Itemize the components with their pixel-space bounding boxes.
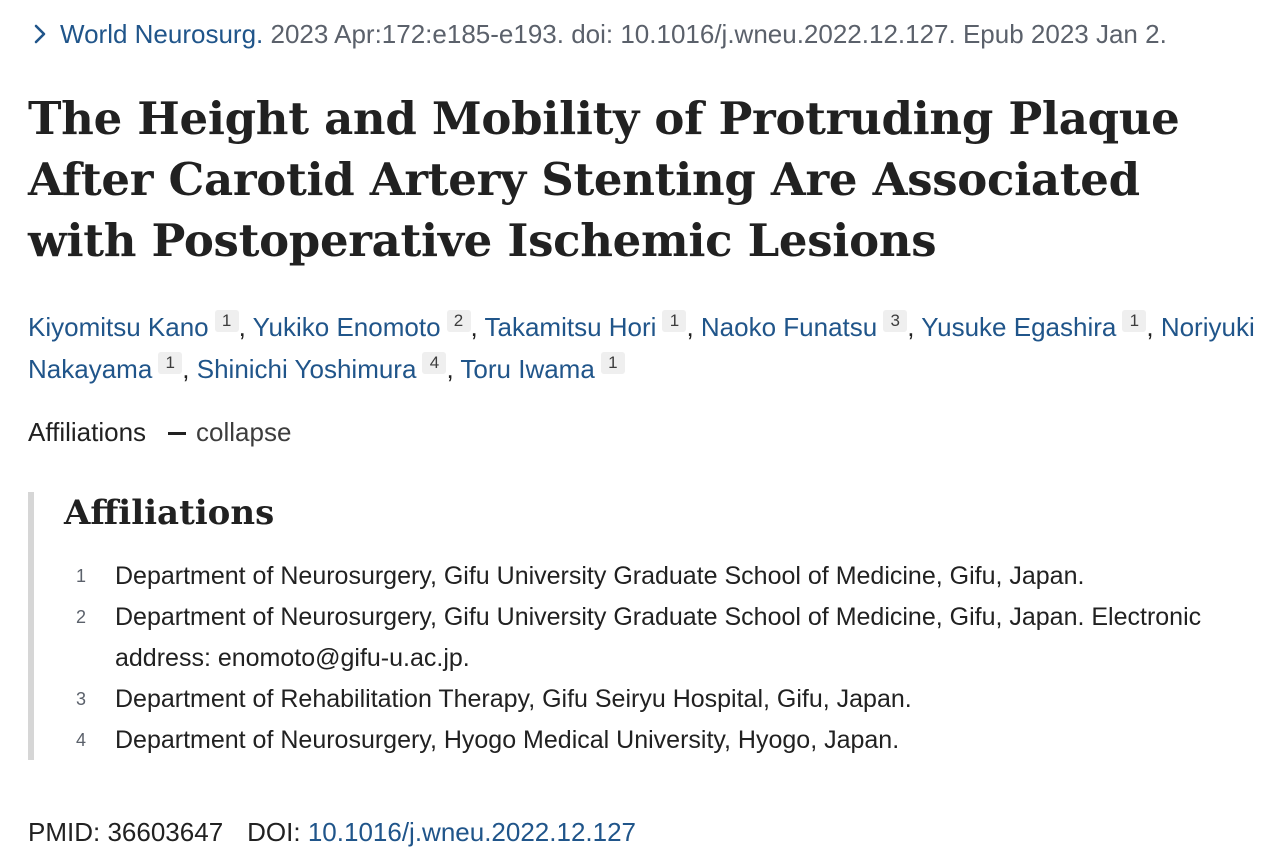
affiliations-list <box>72 556 1252 761</box>
affiliation-item <box>72 720 1252 761</box>
identifiers <box>28 812 636 852</box>
author-separator: , <box>686 312 701 342</box>
author-name-link[interactable]: Takamitsu Hori <box>484 312 657 342</box>
author <box>921 312 1161 342</box>
author-name-link[interactable]: Yusuke Egashira <box>921 312 1117 342</box>
affiliation-marker[interactable]: 3 <box>883 310 907 332</box>
affiliations-heading: Affiliations <box>64 493 275 533</box>
affiliation-marker[interactable]: 1 <box>1122 310 1146 332</box>
author-separator: , <box>907 312 922 342</box>
author-separator: , <box>446 354 461 384</box>
chevron-right-icon[interactable] <box>28 18 52 44</box>
journal-link[interactable]: World Neurosurg. <box>60 19 264 49</box>
citation-details: 2023 Apr:172:e185-e193. doi: 10.1016/j.wneu.2022.12.127. Epub 2023 Jan 2. <box>263 19 1167 49</box>
author-separator: , <box>238 312 253 342</box>
pmid-label: PMID: <box>28 817 101 847</box>
minus-icon <box>168 432 186 435</box>
author <box>701 312 921 342</box>
author-name-link[interactable]: Toru Iwama <box>460 354 595 384</box>
author-name-link[interactable]: Noriyuki Nakayama <box>28 312 1255 384</box>
affiliation-number: 3 <box>76 689 87 709</box>
author-name-link[interactable]: Yukiko Enomoto <box>252 312 441 342</box>
affiliation-item <box>72 597 1252 679</box>
affiliation-item <box>72 556 1252 597</box>
affiliation-number: 4 <box>76 730 87 750</box>
affiliation-text: Department of Neurosurgery, Gifu University Graduate School of Medicine, Gifu, Japan. Electronic address: enomoto@gifu-u.ac.jp. <box>115 603 1202 672</box>
affiliations-toggle[interactable] <box>28 412 291 452</box>
collapse-button[interactable]: collapse <box>196 417 292 447</box>
affiliation-marker[interactable]: 1 <box>601 352 625 374</box>
doi-label: DOI: <box>247 817 301 847</box>
affiliation-number: 1 <box>76 566 87 586</box>
affiliation-marker[interactable]: 1 <box>662 310 686 332</box>
author-separator: , <box>182 354 197 384</box>
affiliation-marker[interactable]: 4 <box>422 352 446 374</box>
affiliation-marker[interactable]: 2 <box>447 310 471 332</box>
citation-line <box>28 14 1167 54</box>
affiliation-marker[interactable]: 1 <box>215 310 239 332</box>
author <box>28 312 253 342</box>
author-name-link[interactable]: Kiyomitsu Kano <box>28 312 209 342</box>
affiliation-marker[interactable]: 1 <box>158 352 182 374</box>
author <box>485 312 701 342</box>
author <box>253 312 485 342</box>
author-name-link[interactable]: Shinichi Yoshimura <box>196 354 417 384</box>
doi-link[interactable]: 10.1016/j.wneu.2022.12.127 <box>307 817 637 847</box>
author-separator: , <box>1146 312 1161 342</box>
affiliations-toggle-label: Affiliations <box>28 417 147 447</box>
affiliation-text: Department of Neurosurgery, Hyogo Medical University, Hyogo, Japan. <box>115 726 900 754</box>
pmid-value: 36603647 <box>107 817 224 847</box>
author <box>197 354 461 384</box>
author-separator: , <box>470 312 485 342</box>
affiliation-number: 2 <box>76 607 87 627</box>
author-name-link[interactable]: Naoko Funatsu <box>700 312 878 342</box>
affiliations-panel <box>28 492 1268 760</box>
affiliation-text: Department of Neurosurgery, Gifu University Graduate School of Medicine, Gifu, Japan. <box>115 562 1085 590</box>
article-title: The Height and Mobility of Protruding Plaque After Carotid Artery Stenting Are Associated with Postoperative Ischemic Lesions <box>28 92 1180 267</box>
author <box>460 354 624 384</box>
affiliation-item <box>72 679 1252 720</box>
affiliation-text: Department of Rehabilitation Therapy, Gifu Seiryu Hospital, Gifu, Japan. <box>115 685 912 713</box>
author-list <box>28 306 1268 390</box>
